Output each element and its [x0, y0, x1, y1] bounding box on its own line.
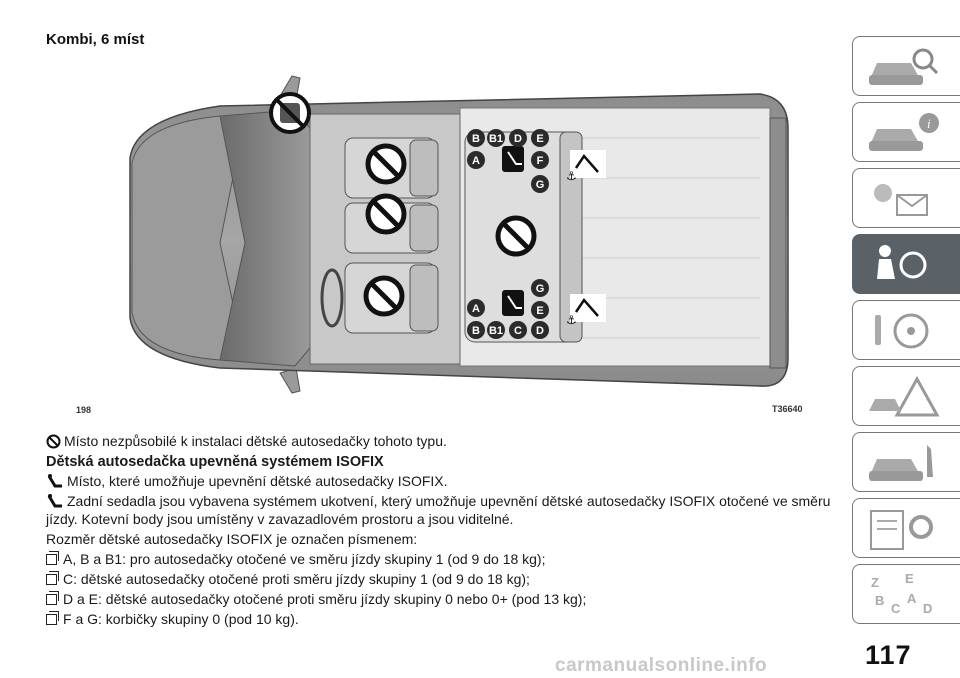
seat-label-badge — [467, 151, 485, 169]
bullet-icon — [46, 574, 57, 585]
prohibited-icon — [368, 196, 404, 232]
svg-text:A: A — [907, 591, 917, 606]
svg-text:E: E — [905, 571, 914, 586]
svg-text:C: C — [891, 601, 901, 616]
svg-text:B1: B1 — [488, 133, 504, 145]
bullet-icon — [46, 614, 57, 625]
car-wrench-icon — [861, 437, 951, 489]
svg-text:G: G — [535, 179, 545, 191]
unsuitable-note: Místo nezpůsobilé k instalaci dětské autosedačky tohoto typu. — [46, 432, 846, 450]
svg-text:B: B — [472, 325, 480, 337]
svg-text:E: E — [536, 133, 544, 145]
svg-text:Z: Z — [871, 575, 879, 590]
section-title: Kombi, 6 míst — [46, 31, 145, 48]
steering-key-icon — [861, 305, 951, 357]
seat-label-badge — [531, 129, 549, 147]
seat-label-badge — [531, 279, 549, 297]
prohibited-icon — [46, 434, 61, 449]
size-item: C: dětské autosedačky otočené proti směru jízdy skupiny 1 (od 9 do 18 kg); — [46, 570, 846, 588]
settings-list-icon — [861, 503, 951, 555]
isofix-heading: Dětská autosedačka upevněná systémem ISOFIX — [46, 454, 384, 470]
svg-text:D: D — [923, 601, 933, 616]
seat-label-badge — [467, 299, 485, 317]
figure-page-label: 198 — [76, 405, 92, 415]
svg-text:D: D — [536, 325, 544, 337]
size-item: D a E: dětské autosedačky otočené proti směru jízdy skupiny 0 nebo 0+ (pod 13 kg); — [46, 590, 846, 608]
size-intro: Rozměr dětské autosedačky ISOFIX je označen písmenem: — [46, 531, 418, 547]
bullet-icon — [46, 594, 57, 605]
airbag-warning-icon — [271, 94, 309, 132]
rear-seats-note: Zadní sedadla jsou vybavena systémem ukotvení, který umožňuje upevnění dětské autosedačky ISOFIX otočené ve směru jízdy. Kotevní body jsou umístěny v zavazadlovém prostoru a jsou viditelné. — [46, 493, 831, 527]
svg-text:B1: B1 — [488, 325, 504, 337]
airbag-person-icon — [861, 239, 951, 291]
bullet-icon — [46, 554, 57, 565]
prohibited-icon — [368, 146, 404, 182]
size-item: A, B a B1: pro autosedačky otočené ve směru jízdy skupiny 1 (od 9 do 18 kg); — [46, 550, 846, 568]
prohibited-icon — [498, 218, 534, 254]
isofix-seat-icon — [502, 146, 524, 172]
car-search-icon — [861, 41, 951, 93]
seat-label-badge — [487, 321, 505, 339]
car-info-icon — [861, 107, 951, 159]
seat-label-badge — [509, 321, 527, 339]
isofix-seat-icon — [46, 473, 64, 489]
watermark: carmanualsonline.info — [555, 655, 768, 676]
tab-technical-data[interactable] — [852, 498, 960, 558]
seat-label-badge — [509, 129, 527, 147]
warning-triangle-car-icon — [861, 371, 951, 423]
svg-text:A: A — [472, 155, 480, 167]
seat-label-badge — [531, 151, 549, 169]
van-top-view — [70, 68, 810, 416]
tab-emergency[interactable] — [852, 366, 960, 426]
tab-car-info[interactable] — [852, 102, 960, 162]
svg-text:E: E — [536, 305, 544, 317]
svg-text:⚓: ⚓ — [566, 313, 577, 327]
svg-text:D: D — [514, 133, 522, 145]
tab-car-search[interactable] — [852, 36, 960, 96]
svg-text:⚓: ⚓ — [566, 169, 577, 183]
tab-maintenance[interactable] — [852, 432, 960, 492]
seat-label-badge — [531, 175, 549, 193]
content-text — [46, 432, 846, 630]
svg-text:B: B — [472, 133, 480, 145]
anchor-isofix-icon — [46, 493, 64, 509]
tab-warning-lights[interactable] — [852, 168, 960, 228]
tab-safety[interactable] — [852, 234, 960, 294]
seat-label-badge — [467, 129, 485, 147]
svg-text:i: i — [927, 116, 931, 131]
alphabet-index-icon — [861, 569, 951, 621]
svg-text:G: G — [535, 283, 545, 295]
isofix-place-note: Místo, které umožňuje upevnění dětské autosedačky ISOFIX. — [46, 472, 846, 490]
seat-label-badge — [531, 301, 549, 319]
tab-start-drive[interactable] — [852, 300, 960, 360]
size-item: F a G: korbičky skupiny 0 (pod 10 kg). — [46, 610, 846, 628]
isofix-seat-icon — [502, 290, 524, 316]
figure-code: T36640 — [772, 404, 803, 414]
svg-text:B: B — [875, 593, 885, 608]
seat-label-badge — [467, 321, 485, 339]
van-seat-diagram — [70, 68, 810, 416]
prohibited-icon — [366, 278, 402, 314]
svg-text:A: A — [472, 303, 480, 315]
tab-index[interactable] — [852, 564, 960, 624]
svg-text:C: C — [514, 325, 522, 337]
warning-lights-mail-icon — [861, 173, 951, 225]
seat-label-badge — [531, 321, 549, 339]
page-number: 117 — [865, 640, 912, 670]
svg-text:F: F — [536, 155, 544, 167]
seat-label-badge — [487, 129, 505, 147]
